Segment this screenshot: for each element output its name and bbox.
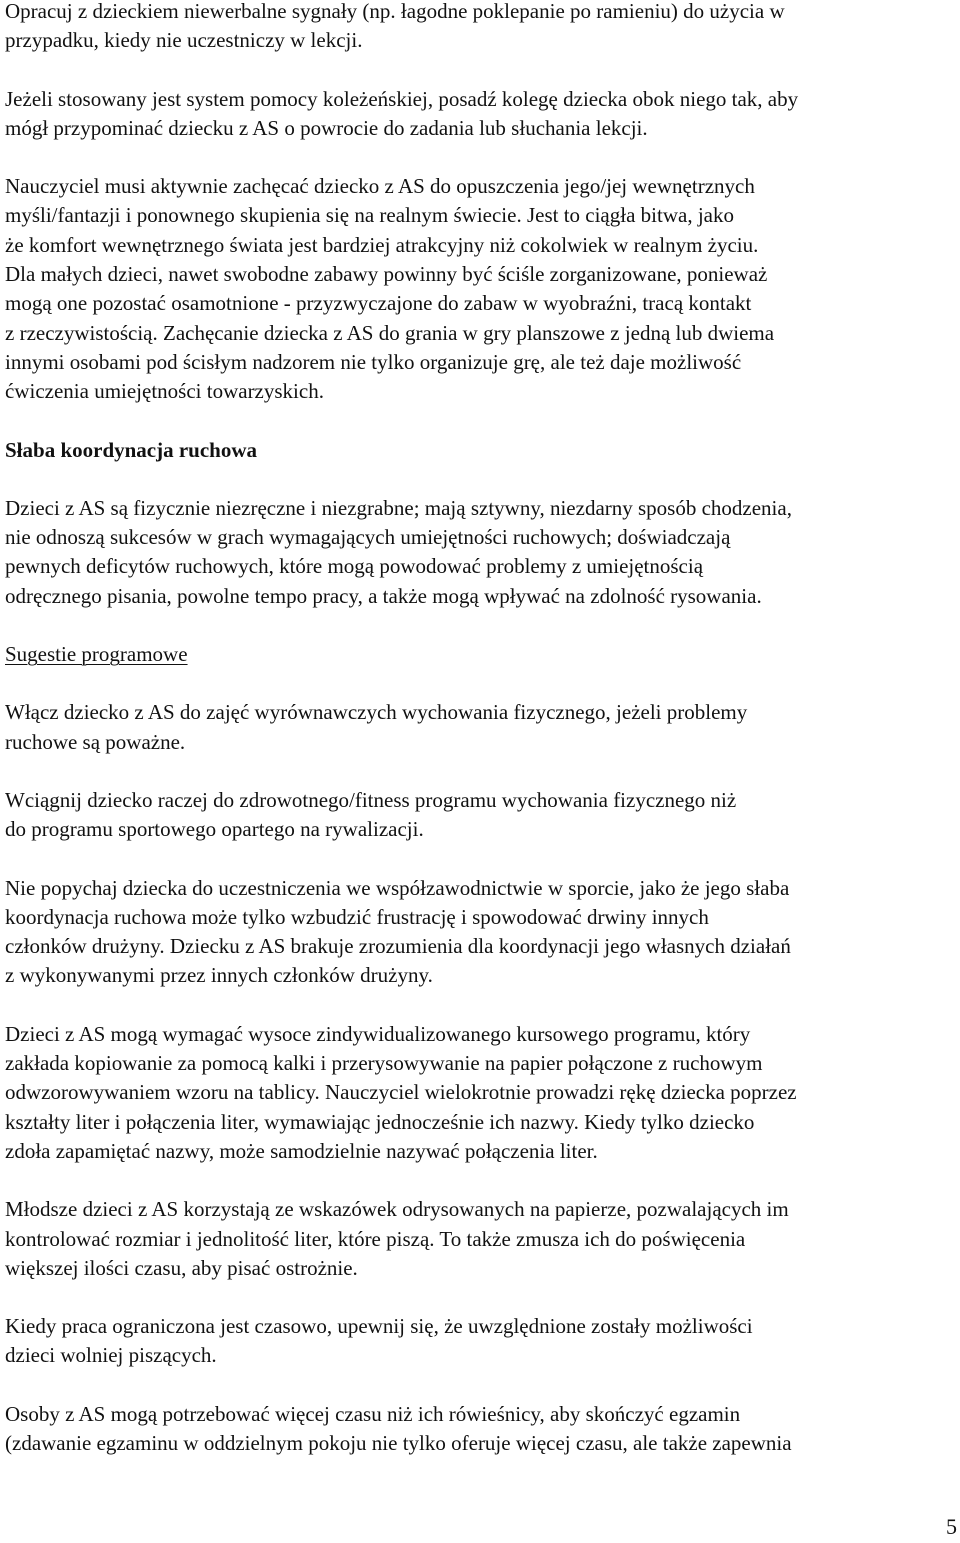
- paragraph-peer-support: Jeżeli stosowany jest system pomocy koleżeńskiej, posadź kolegę dziecka obok niego tak, aby mógł przypominać dziecku z AS o powrocie do zadania lub słuchania lekcji.: [5, 86, 799, 140]
- section-heading-motor-coordination: Słaba koordynacja ruchowa: [5, 437, 258, 462]
- paragraph-fitness-program: Wciągnij dziecko raczej do zdrowotnego/fitness programu wychowania fizycznego niż do programu sportowego opartego na rywalizacji.: [5, 787, 737, 842]
- paragraph-competitive-sports: Nie popychaj dziecka do uczestniczenia we współzawodnictwie w sporcie, jako że jego słaba koordynacja ruchowa może tylko wzbudzić frustrację i spowodować drwiny innych członków drużyny. Dziecku z AS brakuje zrozumienia dla koordynacji jego własnych działań z wykonywanymi przez innych członków drużyny.: [5, 875, 791, 988]
- paragraph-exam-time: Osoby z AS mogą potrzebować więcej czasu niż ich rówieśnicy, aby skończyć egzamin (zdawanie egzaminu w oddzielnym pokoju nie tylko oferuje więcej czasu, ale także zapewnia: [5, 1401, 792, 1455]
- page-number: 5: [946, 1514, 957, 1539]
- paragraph-younger-children-guides: Młodsze dzieci z AS korzystają ze wskazówek odrysowanych na papierze, pozwalających im kontrolować rozmiar i jednolitość liter, które piszą. To także zmusza ich do poświęcenia większej ilości czasu, aby pisać ostrożnie.: [5, 1197, 789, 1280]
- paragraph-teacher-encouragement: Nauczyciel musi aktywnie zachęcać dziecko z AS do opuszczenia jego/jej wewnętrznych myśli/fantazji i ponownego skupienia się na realnym świecie. Jest to ciągła bitwa, jako że komfort wewnętrznego świata jest bardziej atrakcyjny niż cokolwiek w realnym życiu. Dla małych dzieci, nawet swobodne zabawy powinny być ściśle zorganizowane, ponieważ mogą one pozostać osamotnione - przyzwyczajone do zabaw w wyobraźni, tracą kontakt z rzeczywistością. Zachęcanie dziecka z AS do grania w gry planszowe z jedną lub dwiema innymi osobami pod ścisłym nadzorem nie tylko organizuje grę, ale też daje możliwość ćwiczenia umiejętności towarzyskich.: [5, 174, 775, 404]
- paragraph-nonverbal-signals: Opracuj z dzieckiem niewerbalne sygnały (np. łagodne poklepanie po ramieniu) do użycia w przypadku, kiedy nie uczestniczy w lekcji.: [5, 0, 785, 53]
- document-page: [5, 0, 957, 1487]
- paragraph-timed-work: Kiedy praca ograniczona jest czasowo, upewnij się, że uwzględnione zostały możliwości dzieci wolniej piszących.: [5, 1314, 753, 1368]
- paragraph-motor-difficulties: Dzieci z AS są fizycznie niezręczne i niezgrabne; mają sztywny, niezdarny sposób chodzenia, nie odnoszą sukcesów w grach wymagających umiejętności ruchowych; doświadczają pewnych deficytów ruchowych, które mogą powodować problemy z umiejętnością odręcznego pisania, powolne tempo pracy, a także mogą wpływać na zdolność rysowania.: [5, 495, 792, 608]
- paragraph-remedial-pe: Włącz dziecko z AS do zajęć wyrównawczych wychowania fizycznego, jeżeli problemy ruchowe są poważne.: [5, 700, 748, 754]
- paragraph-individual-handwriting-program: Dzieci z AS mogą wymagać wysoce zindywidualizowanego kursowego programu, który zakłada kopiowanie za pomocą kalki i przerysowywanie na papier połączone z ruchowym odwzorowywaniem wzoru na tablicy. Nauczyciel wielokrotnie prowadzi rękę dziecka poprzez kształty liter i połączenia liter, wymawiając jednocześnie ich nazwy. Kiedy tylko dziecko zdoła zapamiętać nazwy, może samodzielnie nazywać połączenia liter.: [5, 1021, 797, 1163]
- subheading-program-suggestions: Sugestie programowe: [5, 642, 188, 667]
